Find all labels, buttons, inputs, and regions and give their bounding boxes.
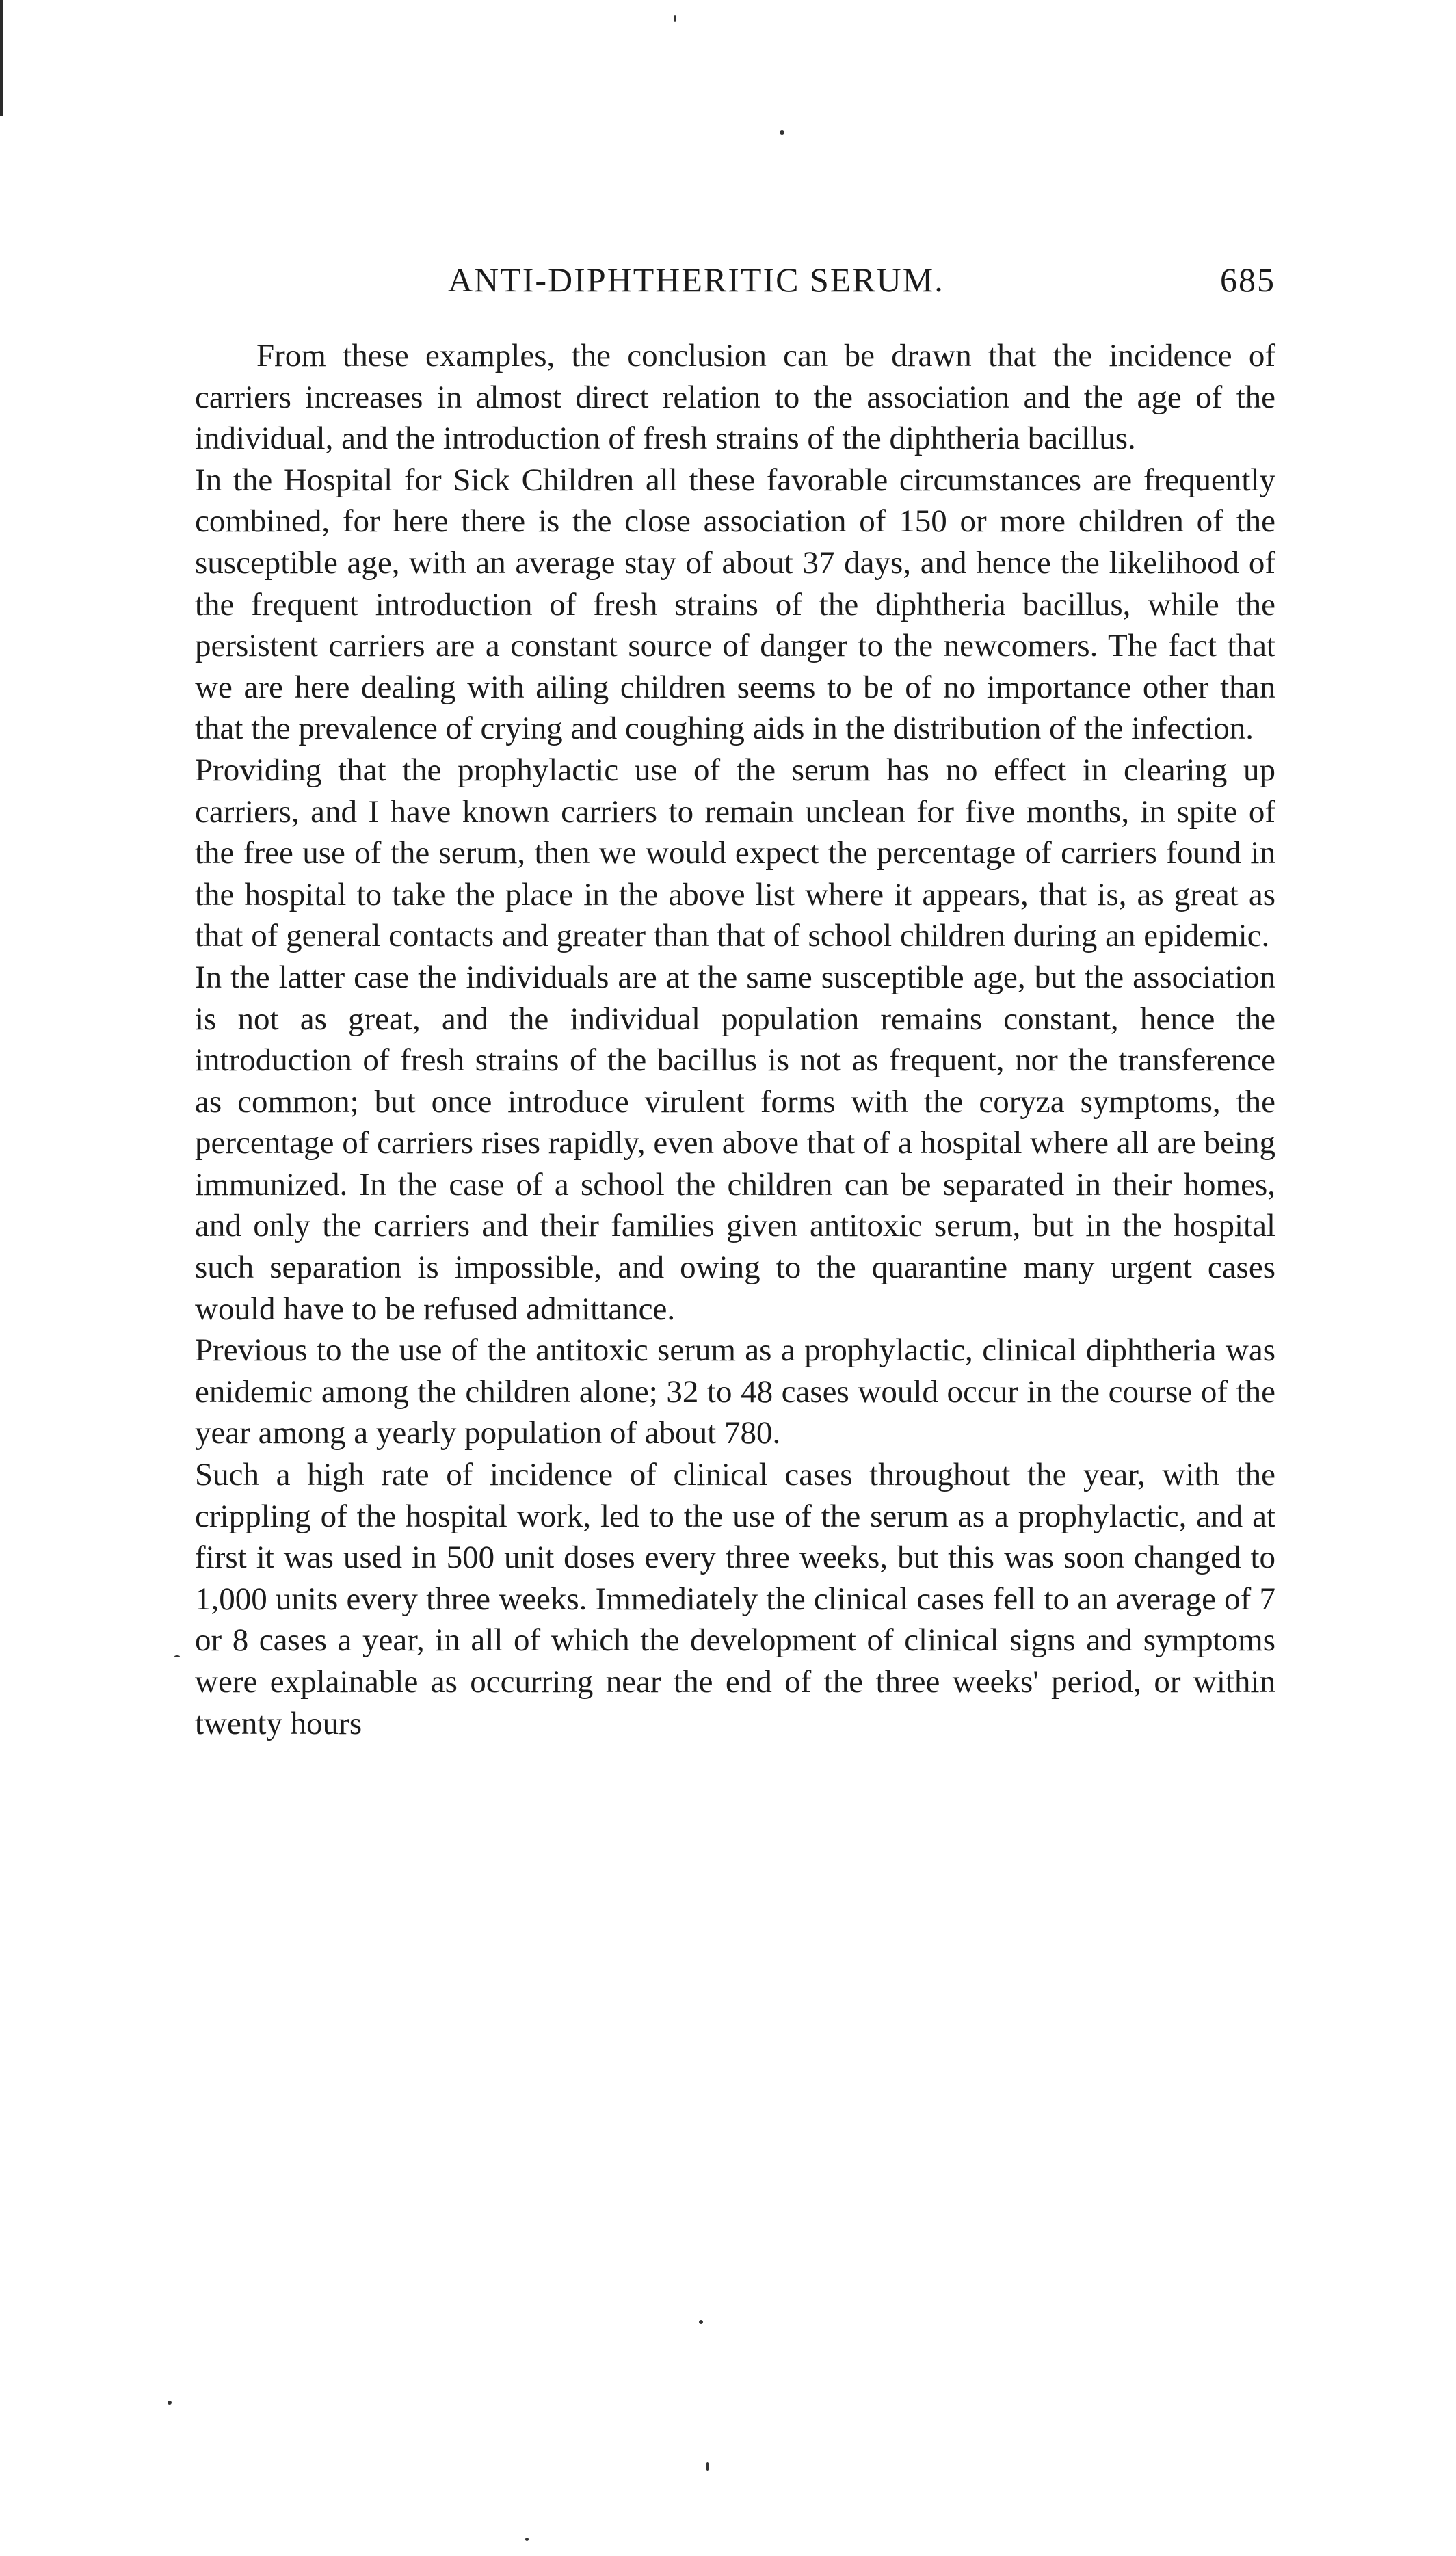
- running-title: ANTI-DIPHTHERITIC SERUM.: [448, 261, 944, 299]
- scan-speck: [674, 15, 676, 22]
- scan-speck: [699, 2320, 703, 2324]
- paragraph: Such a high rate of incidence of clinical cases throughout the year, with the crippling of the hospital work, led to the use of the serum as a prophylactic, and at first it was used in 500 unit doses every three weeks, but this was soon changed to 1,000 units every three weeks. Immediately the clinical cases fell to an average of 7 or 8 cases a year, in all of which the development of clinical signs and symptoms were explainable as occurring near the end of the three weeks' period, or within twenty hours: [195, 1457, 1275, 1741]
- scan-speck: [168, 2401, 172, 2405]
- scan-speck: [706, 2462, 709, 2471]
- scan-speck: [780, 130, 784, 135]
- page-number: 685: [1220, 261, 1275, 299]
- paragraph: Previous to the use of the antitoxic serum as a prophylactic, clinical diphtheria was enidemic among the children alone; 32 to 48 cases would occur in the course of the year among a yearly population of about 780.: [195, 1332, 1275, 1451]
- running-head: [195, 260, 1275, 315]
- scan-speck: [525, 2538, 529, 2541]
- binding-edge-mark: [0, 0, 3, 116]
- paragraph: In the Hospital for Sick Children all these favorable circumstances are frequently combined, for here there is the close association of 150 or more children of the susceptible age, with an average stay of about 37 days, and hence the likelihood of the frequent introduction of fresh strains of the diphtheria bacillus, while the persistent carriers are a constant source of danger to the newcomers. The fact that we are here dealing with ailing children seems to be of no importance other than that the prevalence of crying and coughing aids in the distribution of the infection.: [195, 462, 1275, 747]
- paragraph: From these examples, the conclusion can be drawn that the incidence of carriers increases in almost direct relation to the association and the age of the individual, and the introduction of fresh strains of the diphtheria bacillus.: [195, 338, 1275, 457]
- paragraph: Providing that the prophylactic use of the serum has no effect in clearing up carriers, and I have known carriers to remain unclean for five months, in spite of the free use of the serum, then we would expect the percentage of carriers found in the hospital to take the place in the above list where it appears, that is, as great as that of general contacts and greater than that of school children during an epidemic.: [195, 752, 1275, 954]
- scan-speck: [174, 1655, 180, 1657]
- paragraph: In the latter case the individuals are at the same susceptible age, but the association is not as great, and the individual population remains constant, hence the introduction of fresh strains of the bacillus is not as frequent, nor the transference as common; but once introduce virulent forms with the coryza symptoms, the percentage of carriers rises rapidly, even above that of a hospital where all are being immunized. In the case of a school the children can be separated in their homes, and only the carriers and their families given antitoxic serum, but in the hospital such separation is impossible, and owing to the quarantine many urgent cases would have to be refused admittance.: [195, 959, 1275, 1327]
- body-text: [195, 335, 1275, 1744]
